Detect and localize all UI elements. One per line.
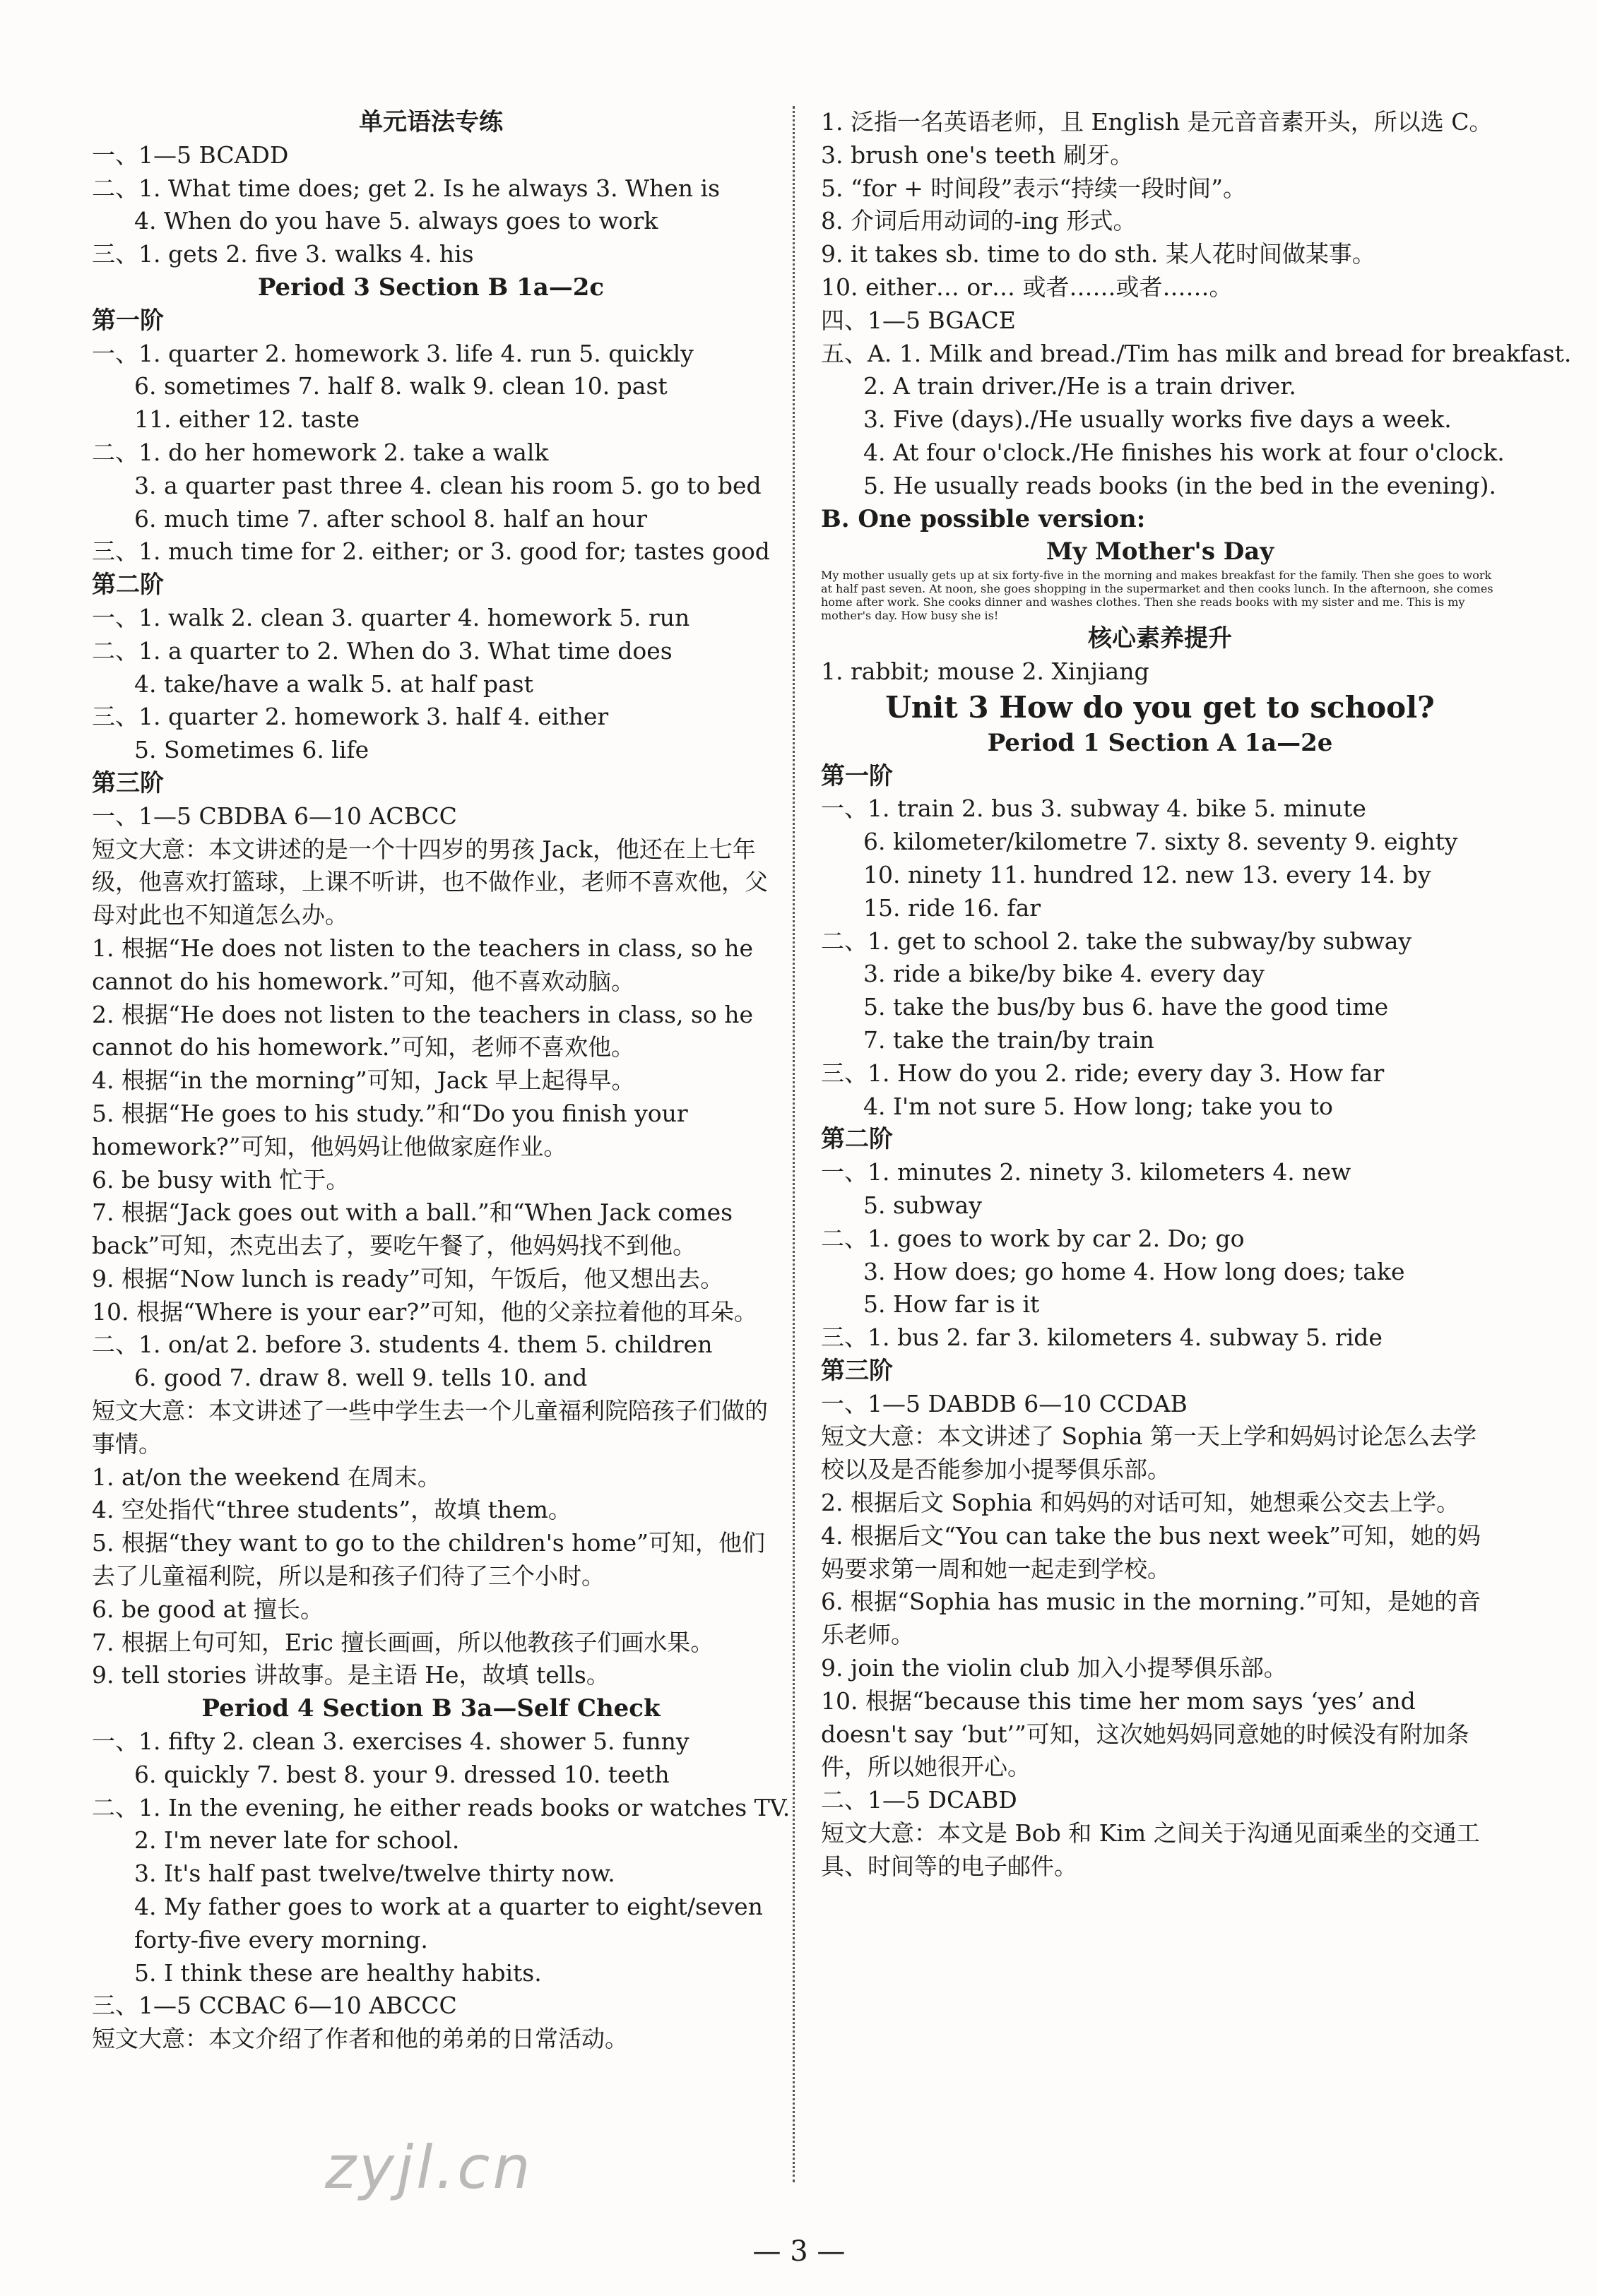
text-line: 6. much time 7. after school 8. half an hour [134, 504, 647, 533]
level-heading: 第一阶 [821, 761, 893, 790]
left-column [92, 106, 791, 2056]
unit-title: Unit 3 How do you get to school? [885, 689, 1435, 725]
text-line: 一、1. train 2. bus 3. subway 4. bike 5. minute [821, 795, 1366, 823]
level-heading: 第三阶 [92, 768, 164, 797]
text-line: 9. tell stories 讲故事。是主语 He，故填 tells。 [92, 1661, 610, 1689]
text-line: 1. 根据“He does not listen to the teachers in class, so he cannot do his homework.”可知，他不喜欢动脑。 [92, 934, 754, 995]
page-number: — 3 — [752, 2235, 846, 2268]
level-heading: 第二阶 [821, 1125, 893, 1154]
text-line: 1. 泛指一名英语老师，且 English 是元音音素开头，所以选 C。 [821, 108, 1493, 136]
text-line: 6. be busy with 忙于。 [92, 1165, 350, 1194]
text-line: 5. subway [863, 1191, 982, 1219]
right-column [821, 106, 1572, 1884]
text-line: 1. at/on the weekend 在周末。 [92, 1463, 441, 1491]
text-line: 一、1. minutes 2. ninety 3. kilometers 4. new [821, 1158, 1351, 1186]
text-line: 二、1. on/at 2. before 3. students 4. them 5. children [92, 1331, 713, 1359]
text-line: 二、1. What time does; get 2. Is he always 3. When is [92, 174, 721, 202]
text-line: 8. 介词后用动词的-ing 形式。 [821, 207, 1137, 235]
text-line: 二、1. get to school 2. take the subway/by subway [821, 927, 1412, 955]
text-line: 3. ride a bike/by bike 4. every day [863, 960, 1265, 988]
text-line: 短文大意：本文介绍了作者和他的弟弟的日常活动。 [92, 2025, 628, 2053]
text-line: 三、1. much time for 2. either; or 3. good for; tastes good [92, 537, 770, 566]
text-line: 一、1. walk 2. clean 3. quarter 4. homework 5. run [92, 603, 690, 631]
section-title: Period 3 Section B 1a—2c [257, 273, 605, 302]
text-line: 5. I think these are healthy habits. [134, 1958, 542, 1987]
text-line: 15. ride 16. far [863, 893, 1041, 922]
text-line: 4. 空处指代“three students”，故填 them。 [92, 1496, 572, 1524]
text-line: 一、1—5 CBDBA 6—10 ACBCC [92, 802, 457, 830]
text-line: 3. How does; go home 4. How long does; take [863, 1257, 1405, 1285]
text-line: 5. How far is it [863, 1290, 1040, 1319]
text-line: 4. I'm not sure 5. How long; take you to [863, 1092, 1333, 1120]
text-line: 7. take the train/by train [863, 1025, 1154, 1054]
text-line: 11. either 12. taste [134, 405, 360, 434]
text-line: 三、1. quarter 2. homework 3. half 4. either [92, 703, 609, 731]
text-line: 四、1—5 BGACE [821, 306, 1016, 334]
text-line: 6. sometimes 7. half 8. walk 9. clean 10. past [134, 372, 668, 400]
text-line: 三、1. How do you 2. ride; every day 3. How far [821, 1059, 1385, 1087]
text-line: 二、1. do her homework 2. take a walk [92, 438, 549, 466]
text-line: 4. At four o'clock./He finishes his work at four o'clock. [863, 438, 1505, 466]
section-title: My Mother's Day [1046, 537, 1274, 566]
text-line: 三、1. bus 2. far 3. kilometers 4. subway 5. ride [821, 1324, 1383, 1352]
text-line: 9. 根据“Now lunch is ready”可知，午饭后，他又想出去。 [92, 1264, 724, 1292]
text-line: 6. quickly 7. best 8. your 9. dressed 10. teeth [134, 1760, 670, 1788]
text-line: 短文大意：本文讲述了 Sophia 第一天上学和妈妈讨论怎么去学校以及是否能参加小提琴俱乐部。 [821, 1422, 1477, 1484]
text-line: 三、1—5 CCBAC 6—10 ABCCC [92, 1992, 457, 2020]
text-line: 5. He usually reads books (in the bed in the evening). [863, 471, 1496, 499]
text-line: 2. I'm never late for school. [134, 1826, 460, 1855]
section-title: Period 1 Section A 1a—2e [987, 728, 1333, 757]
essay-paragraph: My mother usually gets up at six forty-five in the morning and makes breakfast for the family. Then she goes to work at half past seven. At noon, she goes shopping in the supermarket and then cooks lunch. In the afternoon, she comes home after work. She cooks dinner and washes clothes. Then she reads books with my sister and me. This is my mother's day. How busy she is! [821, 569, 1493, 623]
text-line: 2. 根据“He does not listen to the teachers in class, so he cannot do his homework.”可知，老师不喜欢他。 [92, 1000, 754, 1061]
text-line: 5. Sometimes 6. life [134, 736, 369, 764]
text-line: 9. it takes sb. time to do sth. 某人花时间做某事。 [821, 240, 1375, 268]
text-line: 5. “for + 时间段”表示“持续一段时间”。 [821, 174, 1246, 202]
level-heading: B. One possible version: [821, 504, 1146, 533]
text-line: 短文大意：本文是 Bob 和 Kim 之间关于沟通见面乘坐的交通工具、时间等的电子邮件。 [821, 1819, 1480, 1880]
section-title: 单元语法专练 [359, 108, 503, 136]
text-line: 3. Five (days)./He usually works five days a week. [863, 405, 1452, 434]
text-line: 6. be good at 擅长。 [92, 1595, 324, 1623]
text-line: 4. 根据后文“You can take the bus next week”可知，她的妈妈要求第一周和她一起走到学校。 [821, 1521, 1481, 1583]
section-title: 核心素养提升 [1088, 624, 1232, 653]
level-heading: 第三阶 [821, 1356, 893, 1385]
text-line: 4. When do you have 5. always goes to work [134, 207, 658, 235]
column-divider [793, 106, 795, 2182]
text-line: 4. 根据“in the morning”可知，Jack 早上起得早。 [92, 1066, 635, 1095]
text-line: 7. 根据“Jack goes out with a ball.”和“When Jack comes back”可知，杰克出去了，要吃午餐了，他妈妈找不到他。 [92, 1198, 733, 1260]
text-line: 9. join the violin club 加入小提琴俱乐部。 [821, 1654, 1287, 1682]
text-line: 4. take/have a walk 5. at half past [134, 670, 533, 698]
text-line: 6. 根据“Sophia has music in the morning.”可知，是她的音乐老师。 [821, 1588, 1481, 1649]
text-line: 10. 根据“because this time her mom says ‘yes’ and doesn't say ‘but’”可知，这次她妈妈同意她的时候没有附加条件，所以她很开心。 [821, 1687, 1469, 1781]
text-line: 1. rabbit; mouse 2. Xinjiang [821, 657, 1149, 685]
text-line: 一、1. fifty 2. clean 3. exercises 4. shower 5. funny [92, 1727, 689, 1756]
level-heading: 第二阶 [92, 571, 164, 600]
text-line: 二、1—5 DCABD [821, 1786, 1017, 1814]
text-line: 短文大意：本文讲述了一些中学生去一个儿童福利院陪孩子们做的事情。 [92, 1397, 768, 1458]
text-line: 二、1. goes to work by car 2. Do; go [821, 1224, 1245, 1252]
text-line: 7. 根据上句可知，Eric 擅长画画，所以他教孩子们画水果。 [92, 1628, 714, 1656]
text-line: 4. My father goes to work at a quarter to eight/seven forty-five every morning. [134, 1893, 763, 1953]
text-line: 3. It's half past twelve/twelve thirty now. [134, 1860, 615, 1888]
text-line: 6. good 7. draw 8. well 9. tells 10. and [134, 1364, 588, 1392]
text-line: 二、1. a quarter to 2. When do 3. What time does [92, 636, 673, 665]
text-line: 二、1. In the evening, he either reads books or watches TV. [92, 1793, 791, 1821]
watermark: zyjl.cn [325, 2133, 533, 2202]
text-line: 2. A train driver./He is a train driver. [863, 372, 1296, 400]
text-line: 五、A. 1. Milk and bread./Tim has milk and bread for breakfast. [821, 339, 1572, 367]
level-heading: 第一阶 [92, 306, 164, 335]
text-line: 10. ninety 11. hundred 12. new 13. every 14. by [863, 860, 1431, 888]
text-line: 三、1. gets 2. five 3. walks 4. his [92, 240, 474, 268]
text-line: 2. 根据后文 Sophia 和妈妈的对话可知，她想乘公交去上学。 [821, 1489, 1460, 1517]
text-line: 10. either… or… 或者……或者……。 [821, 273, 1233, 301]
text-line: 5. 根据“they want to go to the children's home”可知，他们去了儿童福利院，所以是和孩子们待了三个小时。 [92, 1529, 766, 1590]
text-line: 一、1—5 DABDB 6—10 CCDAB [821, 1389, 1188, 1417]
text-line: 一、1. quarter 2. homework 3. life 4. run 5. quickly [92, 339, 694, 367]
text-line: 3. brush one's teeth 刷牙。 [821, 141, 1134, 169]
text-line: 3. a quarter past three 4. clean his room 5. go to bed [134, 471, 762, 499]
section-title: Period 4 Section B 3a—Self Check [201, 1694, 661, 1723]
text-line: 5. take the bus/by bus 6. have the good time [863, 993, 1389, 1021]
text-line: 5. 根据“He goes to his study.”和“Do you finish your homework?”可知，他妈妈让他做家庭作业。 [92, 1099, 688, 1160]
text-line: 短文大意：本文讲述的是一个十四岁的男孩 Jack，他还在上七年级，他喜欢打篮球，上课不听讲，也不做作业，老师不喜欢他，父母对此也不知道怎么办。 [92, 835, 768, 929]
text-line: 6. kilometer/kilometre 7. sixty 8. seventy 9. eighty [863, 828, 1458, 856]
text-line: 一、1—5 BCADD [92, 141, 289, 169]
text-line: 10. 根据“Where is your ear?”可知，他的父亲拉着他的耳朵。 [92, 1297, 757, 1326]
